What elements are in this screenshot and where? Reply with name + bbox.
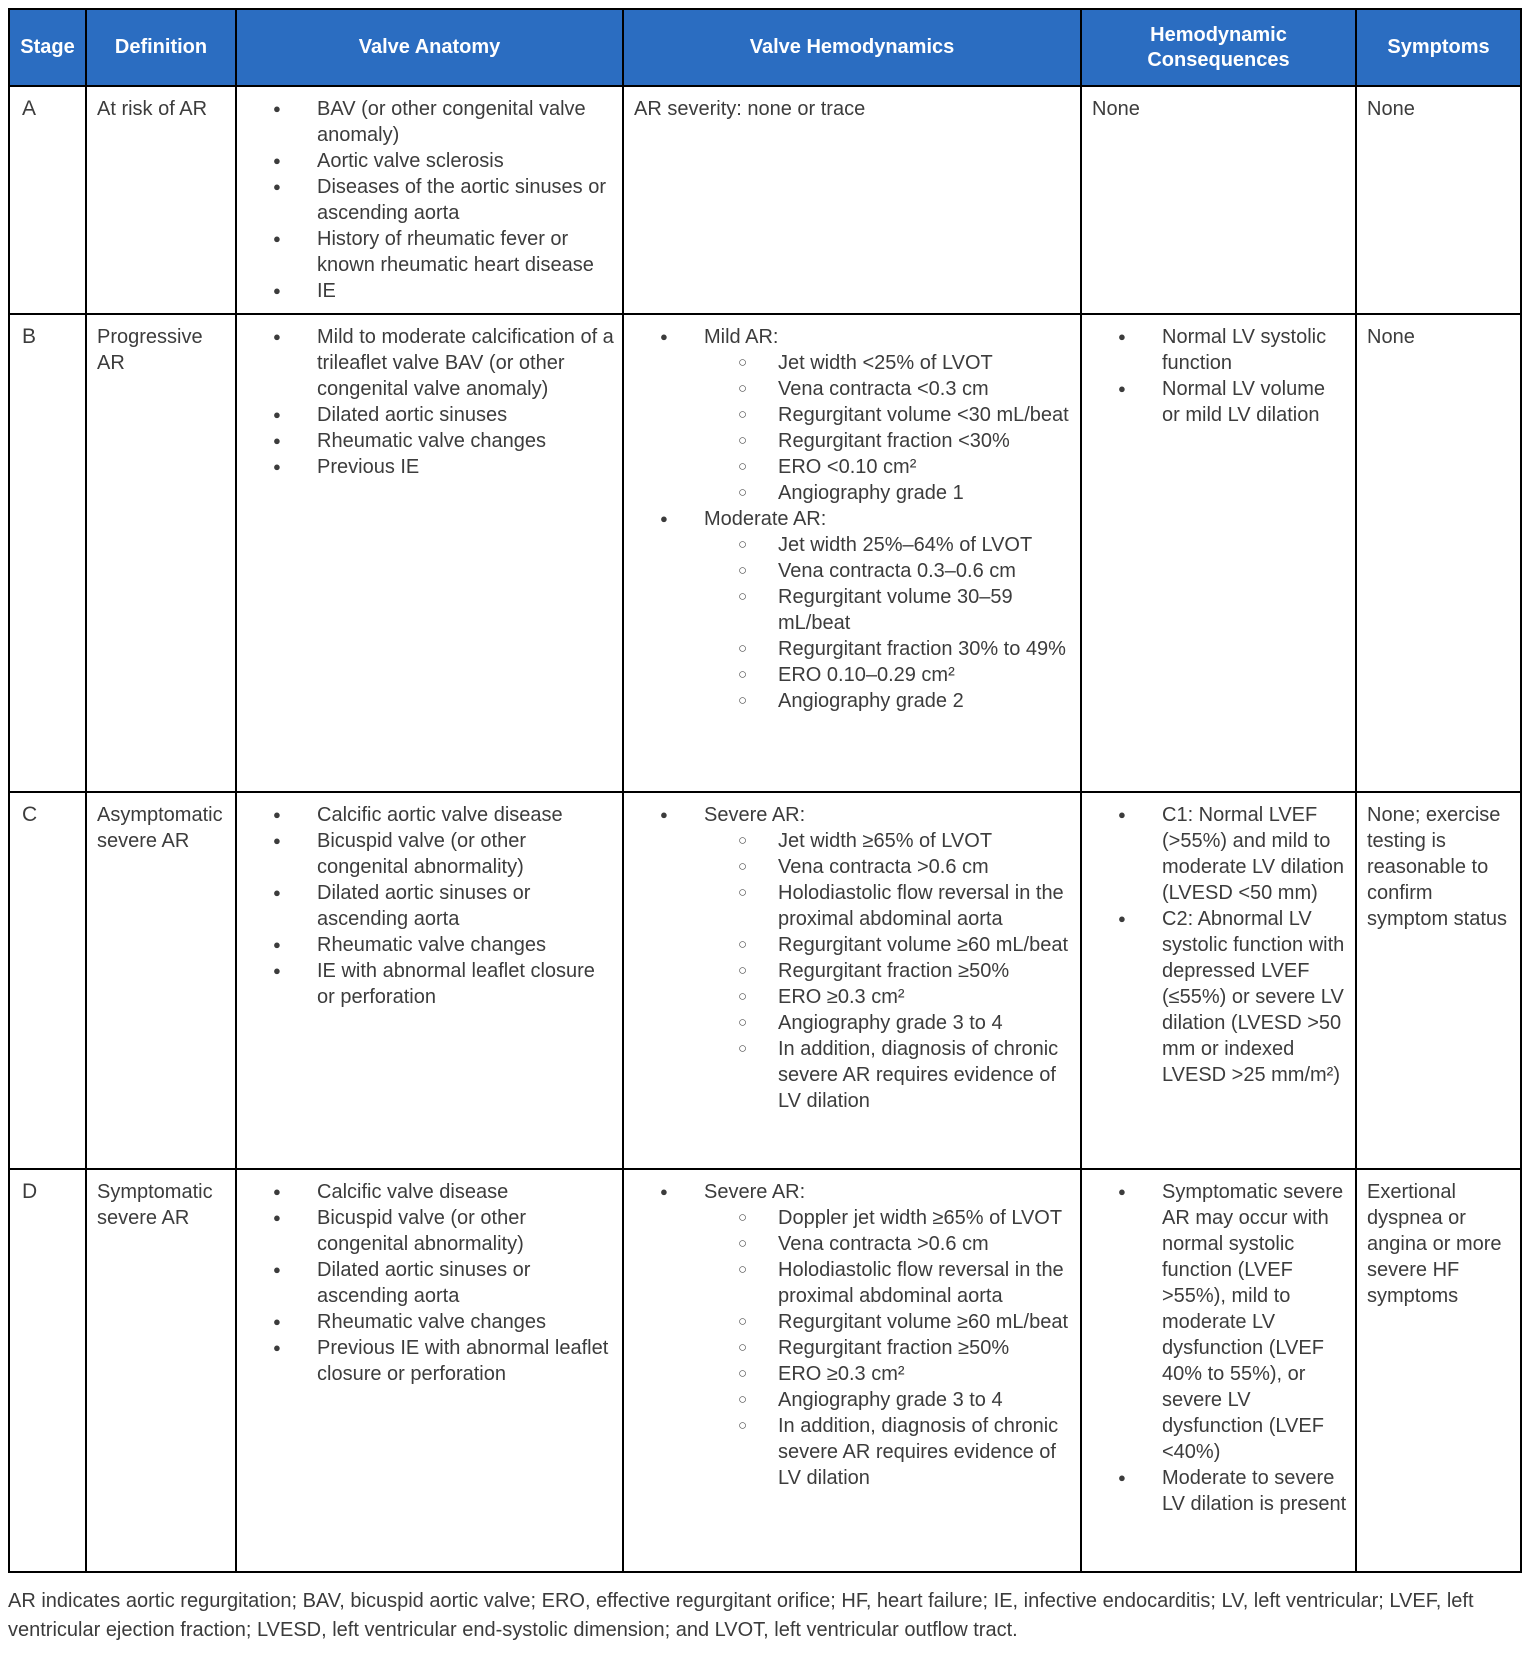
item-text: Angiography grade 3 to 4 [778,1012,1003,1034]
item-text: Rheumatic valve changes [317,1311,547,1333]
symptoms-cell [1356,792,1521,1169]
bullet-icon: ● [273,179,281,194]
sub-list-item [732,1036,1072,1114]
group-label: Severe AR: [704,804,806,826]
item-text: Regurgitant volume 30–59 mL/beat [778,586,1013,634]
item-text: ERO ≥0.3 cm² [778,1363,905,1385]
item-text: Angiography grade 1 [778,482,964,504]
sub-list-item [732,532,1072,558]
sub-list-item [732,454,1072,480]
bullet-list [632,802,1072,1114]
stage-letter: A [22,97,37,120]
item-text: Vena contracta 0.3–0.6 cm [778,560,1016,582]
valve-anatomy-cell [236,86,623,314]
list-item [245,880,614,932]
hemodynamic-consequences-cell [1081,792,1356,1169]
item-text: Calcific aortic valve disease [317,804,563,826]
sub-list-item [732,1231,1072,1257]
ar-stages-table [8,8,1522,1573]
bullet-list [245,1179,614,1387]
circle-bullet-icon: ○ [738,1365,748,1382]
circle-bullet-icon: ○ [738,536,748,553]
list-item [1090,906,1347,1088]
sub-list-item [732,662,1072,688]
list-item [245,1257,614,1309]
sub-list-item [732,1335,1072,1361]
group-label: Moderate AR: [704,508,827,530]
symptoms-text: None [1367,326,1415,348]
sub-list-item [732,880,1072,932]
list-item [1090,376,1347,428]
list-item [245,278,614,304]
list-item [1090,802,1347,906]
sub-list-item [732,1387,1072,1413]
header-cell-valve-hemodynamics: Valve Hemodynamics [623,9,1081,86]
bullet-icon: ● [273,833,281,848]
circle-bullet-icon: ○ [738,692,748,709]
definition-text: Symptomatic severe AR [97,1181,213,1229]
item-text: Jet width 25%–64% of LVOT [778,534,1033,556]
bullet-list [1090,1179,1347,1517]
item-text: IE with abnormal leaflet closure or perforation [317,960,595,1008]
item-text: Doppler jet width ≥65% of LVOT [778,1207,1063,1229]
list-item [1090,324,1347,376]
symptoms-text: None [1367,98,1415,120]
sub-list-item [732,1361,1072,1387]
circle-bullet-icon: ○ [738,1391,748,1408]
item-text: Normal LV systolic function [1162,326,1327,374]
sub-bullet-list [732,1205,1072,1491]
item-text: Holodiastolic flow reversal in the proximal abdominal aorta [778,882,1064,930]
footnote: AR indicates aortic regurgitation; BAV, bicuspid aortic valve; ERO, effective regurgitant orifice; HF, heart failure; IE, infective endocarditis; LV, left ventricular; LVEF, left ventricular ejection fraction; LVESD, left ventricular end-systolic dimension; and LVOT, left ventricular outflow tract. [8,1590,1474,1641]
item-text: BAV (or other congenital valve anomaly) [317,98,586,146]
item-text: In addition, diagnosis of chronic severe AR requires evidence of LV dilation [778,1415,1059,1489]
stage-cell [9,792,86,1169]
sub-list-item [732,376,1072,402]
header-cell-hemodynamic-consequences: Hemodynamic Consequences [1081,9,1356,86]
bullet-icon: ● [1118,807,1126,822]
circle-bullet-icon: ○ [738,1313,748,1330]
circle-bullet-icon: ○ [738,936,748,953]
item-text: Angiography grade 3 to 4 [778,1389,1003,1411]
bullet-icon: ● [273,963,281,978]
sub-list-item [732,1010,1072,1036]
list-item [245,1335,614,1387]
item-text: ERO <0.10 cm² [778,456,917,478]
bullet-icon: ● [273,885,281,900]
item-text: Diseases of the aortic sinuses or ascending aorta [317,176,607,224]
bullet-icon: ● [273,1314,281,1329]
bullet-list [632,1179,1072,1491]
list-item [245,828,614,880]
table-body [9,86,1521,1572]
bullet-icon: ● [273,329,281,344]
sub-list-item [732,350,1072,376]
symptoms-cell [1356,314,1521,792]
circle-bullet-icon: ○ [738,588,748,605]
sub-bullet-list [732,828,1072,1114]
symptoms-text: Exertional dyspnea or angina or more severe HF symptoms [1367,1181,1502,1307]
hemodynamic-consequences-cell [1081,86,1356,314]
hemodynamics-text: AR severity: none or trace [634,98,866,120]
item-text: Regurgitant volume <30 mL/beat [778,404,1069,426]
item-text: Dilated aortic sinuses or ascending aorta [317,1259,531,1307]
sub-list-item [732,636,1072,662]
list-item [245,402,614,428]
sub-bullet-list [732,532,1072,714]
bullet-icon: ● [273,1262,281,1277]
sub-list-item [732,984,1072,1010]
list-item [245,802,614,828]
circle-bullet-icon: ○ [738,1235,748,1252]
circle-bullet-icon: ○ [738,484,748,501]
circle-bullet-icon: ○ [738,962,748,979]
sub-list-item [732,480,1072,506]
valve-hemodynamics-cell [623,314,1081,792]
item-text: Regurgitant volume ≥60 mL/beat [778,1311,1069,1333]
item-text: Jet width <25% of LVOT [778,352,993,374]
bullet-list [632,506,1072,714]
item-text: Previous IE [317,456,420,478]
item-text: Jet width ≥65% of LVOT [778,830,993,852]
sub-list-item [732,854,1072,880]
group-content [704,324,1072,506]
item-text: Mild to moderate calcification of a trileaflet valve BAV (or other congenital valve anomaly) [317,326,614,400]
item-text: Dilated aortic sinuses or ascending aorta [317,882,531,930]
item-text: Bicuspid valve (or other congenital abnormality) [317,1207,526,1255]
item-text: Regurgitant volume ≥60 mL/beat [778,934,1069,956]
item-text: ERO 0.10–0.29 cm² [778,664,955,686]
list-item [245,226,614,278]
stage-cell [9,86,86,314]
header-cell-stage: Stage [9,9,86,86]
bullet-list [1090,802,1347,1088]
bullet-list [245,802,614,1010]
valve-anatomy-cell [236,792,623,1169]
sub-list-item [732,1309,1072,1335]
item-text: Rheumatic valve changes [317,934,547,956]
sub-list-item [732,402,1072,428]
table-row-b [9,314,1521,792]
item-text: Aortic valve sclerosis [317,150,504,172]
sub-list-item [732,428,1072,454]
sub-list-item [732,1257,1072,1309]
item-text: Vena contracta <0.3 cm [778,378,989,400]
list-item [245,1309,614,1335]
table-header [9,9,1521,86]
bullet-list [1090,324,1347,428]
hemodynamic-consequences-cell [1081,314,1356,792]
bullet-icon: ● [273,1210,281,1225]
item-text: ERO ≥0.3 cm² [778,986,905,1008]
bullet-icon: ● [1118,329,1126,344]
circle-bullet-icon: ○ [738,884,748,901]
circle-bullet-icon: ○ [738,1040,748,1057]
list-item [245,1179,614,1205]
circle-bullet-icon: ○ [738,432,748,449]
bullet-icon: ● [273,1184,281,1199]
sub-list-item [732,1205,1072,1231]
item-text: Calcific valve disease [317,1181,509,1203]
list-item [245,958,614,1010]
bullet-icon: ● [273,807,281,822]
bullet-list [245,96,614,304]
item-text: Normal LV volume or mild LV dilation [1162,378,1326,426]
stage-cell [9,314,86,792]
list-item [632,506,1072,714]
circle-bullet-icon: ○ [738,562,748,579]
definition-text: At risk of AR [97,98,208,120]
list-item [1090,1465,1347,1517]
bullet-icon: ● [660,807,668,822]
item-text: Symptomatic severe AR may occur with normal systolic function (LVEF >55%), mild to moderate LV dysfunction (LVEF 40% to 55%), or severe LV dysfunction (LVEF <40%) [1162,1181,1344,1463]
sub-bullet-list [732,350,1072,506]
item-text: History of rheumatic fever or known rheumatic heart disease [317,228,594,276]
list-item [1090,1179,1347,1465]
header-cell-valve-anatomy: Valve Anatomy [236,9,623,86]
item-text: Regurgitant fraction <30% [778,430,1010,452]
circle-bullet-icon: ○ [738,832,748,849]
symptoms-text: None; exercise testing is reasonable to confirm symptom status [1367,804,1508,930]
bullet-icon: ● [1118,1470,1126,1485]
list-item [245,428,614,454]
header-row [9,9,1521,86]
bullet-icon: ● [1118,911,1126,926]
circle-bullet-icon: ○ [738,354,748,371]
list-item [632,1179,1072,1491]
list-item [245,148,614,174]
stage-letter: D [22,1180,38,1203]
stage-cell [9,1169,86,1572]
definition-cell [86,792,236,1169]
bullet-icon: ● [273,153,281,168]
item-text: Bicuspid valve (or other congenital abnormality) [317,830,526,878]
list-item [245,324,614,402]
item-text: Regurgitant fraction 30% to 49% [778,638,1066,660]
bullet-icon: ● [273,1340,281,1355]
list-item [245,1205,614,1257]
valve-anatomy-cell [236,314,623,792]
sub-list-item [732,584,1072,636]
sub-list-item [732,688,1072,714]
item-text: Previous IE with abnormal leaflet closure or perforation [317,1337,609,1385]
hemodynamic-consequences-cell [1081,1169,1356,1572]
list-item [245,932,614,958]
circle-bullet-icon: ○ [738,1261,748,1278]
item-text: Holodiastolic flow reversal in the proximal abdominal aorta [778,1259,1064,1307]
bullet-icon: ● [273,433,281,448]
bullet-icon: ● [273,231,281,246]
circle-bullet-icon: ○ [738,988,748,1005]
circle-bullet-icon: ○ [738,1339,748,1356]
sub-list-item [732,558,1072,584]
item-text: Dilated aortic sinuses [317,404,508,426]
header-cell-symptoms: Symptoms [1356,9,1521,86]
item-text: In addition, diagnosis of chronic severe AR requires evidence of LV dilation [778,1038,1059,1112]
group-content [704,802,1072,1114]
definition-text: Progressive AR [97,326,203,374]
bullet-icon: ● [1118,381,1126,396]
circle-bullet-icon: ○ [738,666,748,683]
group-content [704,1179,1072,1491]
sub-list-item [732,958,1072,984]
definition-cell [86,86,236,314]
item-text: Vena contracta >0.6 cm [778,856,989,878]
circle-bullet-icon: ○ [738,1417,748,1434]
circle-bullet-icon: ○ [738,858,748,875]
bullet-icon: ● [273,283,281,298]
circle-bullet-icon: ○ [738,380,748,397]
item-text: IE [317,280,336,302]
bullet-icon: ● [660,329,668,344]
group-label: Severe AR: [704,1181,806,1203]
bullet-icon: ● [273,101,281,116]
definition-cell [86,1169,236,1572]
circle-bullet-icon: ○ [738,406,748,423]
stage-letter: C [22,803,38,826]
list-item [245,96,614,148]
definition-cell [86,314,236,792]
valve-hemodynamics-cell [623,792,1081,1169]
item-text: C1: Normal LVEF (>55%) and mild to moderate LV dilation (LVESD <50 mm) [1162,804,1344,904]
circle-bullet-icon: ○ [738,1014,748,1031]
valve-hemodynamics-cell [623,86,1081,314]
table-row-c [9,792,1521,1169]
circle-bullet-icon: ○ [738,1209,748,1226]
header-cell-definition: Definition [86,9,236,86]
sub-list-item [732,932,1072,958]
sub-list-item [732,1413,1072,1491]
definition-text: Asymptomatic severe AR [97,804,223,852]
item-text: Regurgitant fraction ≥50% [778,960,1010,982]
item-text: Moderate to severe LV dilation is present [1162,1467,1347,1515]
symptoms-cell [1356,1169,1521,1572]
item-text: Angiography grade 2 [778,690,964,712]
valve-anatomy-cell [236,1169,623,1572]
group-content [704,506,1072,714]
item-text: C2: Abnormal LV systolic function with depressed LVEF (≤55%) or severe LV dilation (LVESD >50 mm or indexed LVESD >25 mm/m²) [1162,908,1345,1086]
bullet-icon: ● [1118,1184,1126,1199]
sub-list-item [732,828,1072,854]
list-item [632,324,1072,506]
table-row-d [9,1169,1521,1572]
bullet-icon: ● [660,1184,668,1199]
valve-hemodynamics-cell [623,1169,1081,1572]
table-row-a [9,86,1521,314]
list-item [245,174,614,226]
bullet-icon: ● [273,937,281,952]
bullet-icon: ● [660,511,668,526]
list-item [245,454,614,480]
item-text: Rheumatic valve changes [317,430,547,452]
item-text: Regurgitant fraction ≥50% [778,1337,1010,1359]
stage-letter: B [22,325,37,348]
group-label: Mild AR: [704,326,779,348]
consequences-text: None [1092,98,1140,120]
bullet-icon: ● [273,459,281,474]
circle-bullet-icon: ○ [738,640,748,657]
list-item [632,802,1072,1114]
symptoms-cell [1356,86,1521,314]
circle-bullet-icon: ○ [738,458,748,475]
item-text: Vena contracta >0.6 cm [778,1233,989,1255]
bullet-list [632,324,1072,506]
bullet-list [245,324,614,480]
bullet-icon: ● [273,407,281,422]
